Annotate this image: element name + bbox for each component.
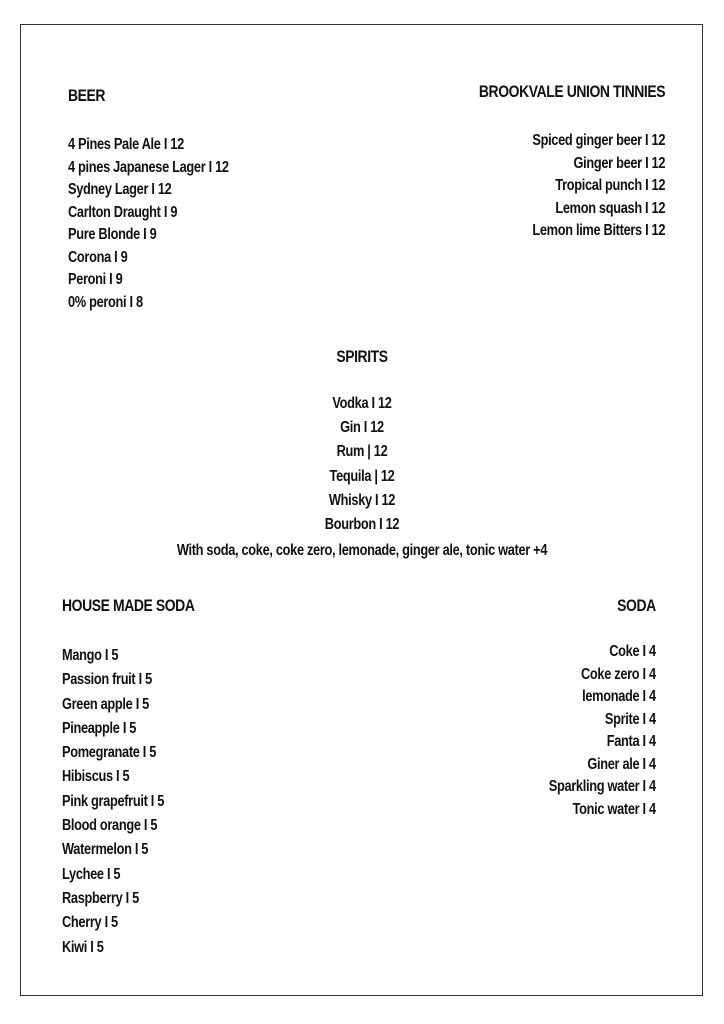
house-soda-item: Green apple I 5 xyxy=(62,695,149,713)
spirits-item: Gin I 12 xyxy=(340,419,384,437)
house-soda-heading: HOUSE MADE SODA xyxy=(62,596,195,615)
spirits-mixers-note: With soda, coke, coke zero, lemonade, ginger ale, tonic water +4 xyxy=(176,542,548,560)
soda-section xyxy=(522,595,656,821)
soda-item: Sparkling water I 4 xyxy=(548,778,656,795)
beer-item: 4 Pines Pale Ale I 12 xyxy=(68,136,184,153)
spirits-list xyxy=(72,392,651,563)
house-soda-item: Watermelon I 5 xyxy=(62,841,149,859)
beer-item: Sydney Lager I 12 xyxy=(68,181,172,198)
tinnies-item: Tropical punch I 12 xyxy=(555,177,665,194)
house-soda-item: Mango I 5 xyxy=(62,647,119,664)
house-soda-item: Hibiscus I 5 xyxy=(62,768,130,786)
house-soda-item: Blood orange I 5 xyxy=(62,817,158,835)
soda-heading: SODA xyxy=(617,596,656,615)
soda-item: Coke I 4 xyxy=(609,643,656,660)
beer-item: Carlton Draught I 9 xyxy=(68,203,178,221)
beer-item: Pure Blonde I 9 xyxy=(68,226,157,243)
house-soda-item: Pineapple I 5 xyxy=(62,719,137,737)
beer-list xyxy=(68,134,229,314)
tinnies-list xyxy=(483,130,665,243)
soda-item: Fanta I 4 xyxy=(606,733,656,750)
beer-item: Peroni I 9 xyxy=(68,271,123,288)
beer-item: 4 pines Japanese Lager I 12 xyxy=(68,158,229,176)
soda-item: Coke zero I 4 xyxy=(581,665,656,683)
house-soda-item: Pomegranate I 5 xyxy=(62,744,157,762)
beer-item: Corona I 9 xyxy=(68,248,128,266)
spirits-item: Bourbon I 12 xyxy=(324,516,400,534)
house-soda-list xyxy=(62,644,191,960)
tinnies-heading: BROOKVALE UNION TINNIES xyxy=(478,82,665,101)
soda-item: Giner ale I 4 xyxy=(587,755,656,773)
house-soda-item: Pink grapefruit I 5 xyxy=(62,792,165,810)
beer-item: 0% peroni I 8 xyxy=(68,293,143,311)
house-soda-item: Passion fruit I 5 xyxy=(62,671,152,689)
soda-item: Tonic water I 4 xyxy=(572,800,656,818)
house-soda-item: Raspberry I 5 xyxy=(62,889,139,907)
beer-heading: BEER xyxy=(68,86,106,105)
spirits-item: Rum | 12 xyxy=(336,443,388,461)
tinnies-item: Ginger beer I 12 xyxy=(573,154,665,172)
tinnies-item: Spiced ginger beer I 12 xyxy=(532,132,665,149)
spirits-section xyxy=(0,346,724,563)
soda-item: Sprite I 4 xyxy=(605,710,656,728)
tinnies-item: Lemon squash I 12 xyxy=(555,199,665,217)
house-soda-item: Kiwi I 5 xyxy=(62,938,104,956)
spirits-item: Whisky I 12 xyxy=(328,491,396,509)
spirits-heading: SPIRITS xyxy=(336,347,388,366)
spirits-item: Vodka I 12 xyxy=(332,395,392,412)
beer-section xyxy=(68,85,269,314)
tinnies-section xyxy=(438,81,665,243)
soda-item: lemonade I 4 xyxy=(582,688,656,705)
spirits-item: Tequila | 12 xyxy=(329,467,395,485)
house-soda-item: Lychee I 5 xyxy=(62,865,121,883)
house-soda-section xyxy=(62,595,224,960)
soda-list xyxy=(549,641,656,821)
house-soda-item: Cherry I 5 xyxy=(62,914,118,932)
tinnies-item: Lemon lime Bitters I 12 xyxy=(532,222,665,239)
